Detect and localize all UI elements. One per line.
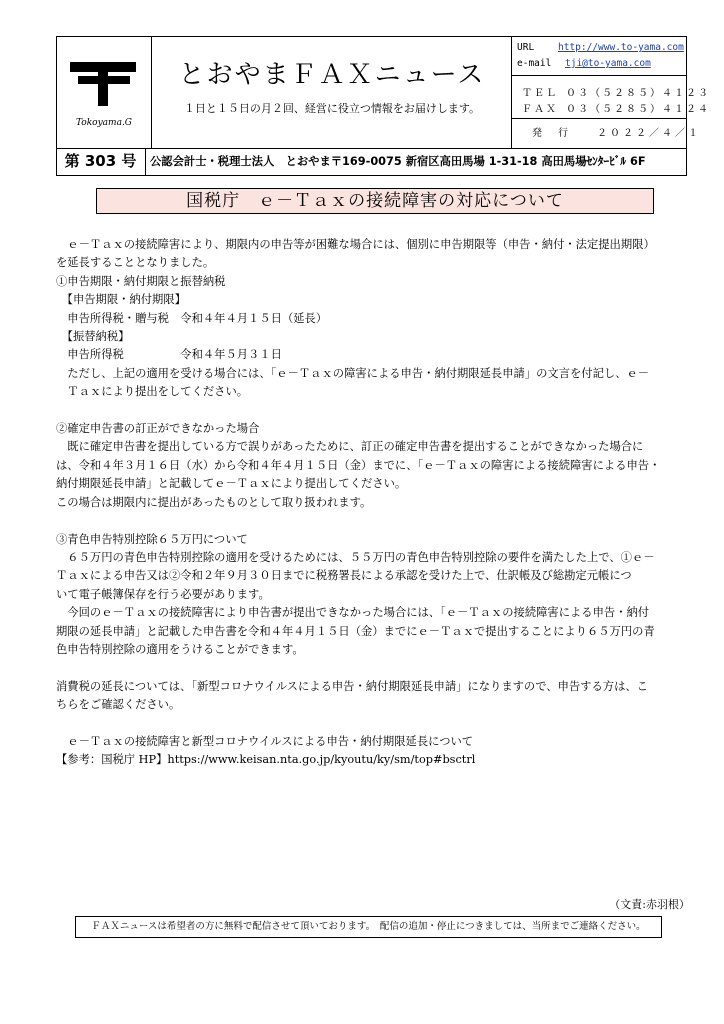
- author-note: （文責:赤羽根）: [609, 898, 690, 911]
- body-line: 今回のｅ－Ｔａｘの接続障害により申告書が提出できなかった場合には、「ｅ－Ｔａｘの接続障害による申告・納付: [56, 606, 650, 620]
- body-line: [56, 512, 696, 530]
- article-body: [56, 236, 696, 770]
- body-line: この場合は期限内に提出があったものとして取り扱われます。: [56, 495, 372, 509]
- body-line: Ｔａｘによる申告又は②令和２年９月３０日までに税務署長による承認を受けた上で、仕訳帳及び総勘定元帳につ: [56, 569, 632, 583]
- body-line: ｅ－Ｔａｘの接続障害により、期限内の申告等が困難な場合には、個別に申告期限等（申告・納付・法定提出期限）: [56, 238, 655, 251]
- issue-number: 第 303 号: [64, 152, 137, 170]
- company-logo: [56, 44, 152, 124]
- body-line: ③青色申告特別控除６５万円について: [56, 532, 248, 546]
- firm-address: 公認会計士・税理士法人 とおやま〒169-0075 新宿区高田馬場 1-31-18 高田馬場ｾﾝﾀｰﾋﾞﾙ 6F: [150, 155, 646, 168]
- body-line: Ｔａｘにより提出をしてください。: [56, 385, 249, 399]
- body-line: [56, 659, 696, 677]
- url-label: URL: [517, 42, 535, 53]
- body-line: 申告所得税・贈与税 令和４年４月１５日（延長）: [56, 311, 328, 325]
- divider: [512, 75, 687, 76]
- topic-title: 国税庁 ｅ－Ｔａｘの接続障害の対応について: [186, 191, 564, 211]
- newsletter-title: とおやまＦＡＸニュース: [178, 60, 486, 90]
- body-line: 色申告特別控除の適用をうけることができます。: [56, 642, 304, 656]
- body-line: 【振替納税】: [56, 330, 130, 344]
- divider: [512, 118, 687, 119]
- logo-cell: [56, 36, 152, 149]
- email-label: e-mail: [517, 58, 552, 69]
- publish-date: 発 行 ２０２２／４／１: [532, 128, 701, 139]
- newsletter-subtitle: １日と１５日の月２回、経営に役立つ情報をお届けします。: [183, 102, 481, 115]
- body-line: [56, 402, 696, 420]
- email-link[interactable]: tji@to-yama.com: [565, 58, 651, 69]
- website-link[interactable]: http://www.to-yama.com: [558, 42, 684, 53]
- body-line: いて電子帳簿保存を行う必要があります。: [56, 587, 270, 601]
- tel-number: ＴＥＬ ０３（５２８５）４１２３: [522, 88, 711, 99]
- logo-caption: Tokoyama.G: [76, 118, 132, 128]
- body-line: は、令和４年３月１６日（水）から令和４年４月１５日（金）までに、「ｅ－Ｔａｘの障害による接続障害による申告・: [56, 458, 661, 472]
- body-line: ちらをご確認ください。: [56, 698, 181, 712]
- body-line: ｅ－Ｔａｘの接続障害と新型コロナウイルスによる申告・納付期限延長について: [56, 734, 474, 748]
- footer-notice: ＦＡＸニュースは希望者の方に無料で配信させて頂いております。 配信の追加・停止につきましては、当所までご連絡ください。: [75, 916, 662, 938]
- body-line: 納付期限延長申請」と記載してｅ－Ｔａｘにより提出してください。: [56, 477, 407, 491]
- body-line: 期限の延長申請」と記載した申告書を令和４年４月１５日（金）までにｅ－Ｔａｘで提出することにより６５万円の青: [56, 624, 655, 638]
- body-line: 【申告期限・納付期限】: [56, 293, 186, 307]
- body-line: ただし、上記の適用を受ける場合には、「ｅ－Ｔａｘの障害による申告・納付期限延長申請」の文言を付記し、ｅ－: [56, 366, 650, 380]
- body-line: 消費税の延長については、「新型コロナウイルスによる申告・納付期限延長申請」になりますので、申告する方は、こ: [56, 679, 648, 693]
- body-line: 申告所得税 令和４年５月３１日: [56, 348, 282, 362]
- body-line: を延長することとなりました。: [56, 256, 215, 270]
- fax-number: ＦＡＸ ０３（５２８５）４１２４: [522, 104, 711, 115]
- body-line: 既に確定申告書を提出している方で誤りがあったために、訂正の確定申告書を提出することができなかった場合に: [56, 440, 644, 454]
- topic-banner: [96, 188, 654, 214]
- body-line: ６５万円の青色申告特別控除の適用を受けるためには、５５万円の青色申告特別控除の要件を満たした上で、①ｅ－: [56, 550, 655, 564]
- body-line: ②確定申告書の訂正ができなかった場合: [56, 422, 260, 436]
- title-cell: [152, 36, 512, 149]
- body-line: ①申告期限・納付期限と振替納税: [56, 274, 226, 288]
- body-line: [56, 715, 696, 733]
- divider: [145, 148, 146, 176]
- body-line: 【参考：国税庁 HP】https://www.keisan.nta.go.jp/kyoutu/ky/sm/top#bsctrl: [56, 753, 476, 767]
